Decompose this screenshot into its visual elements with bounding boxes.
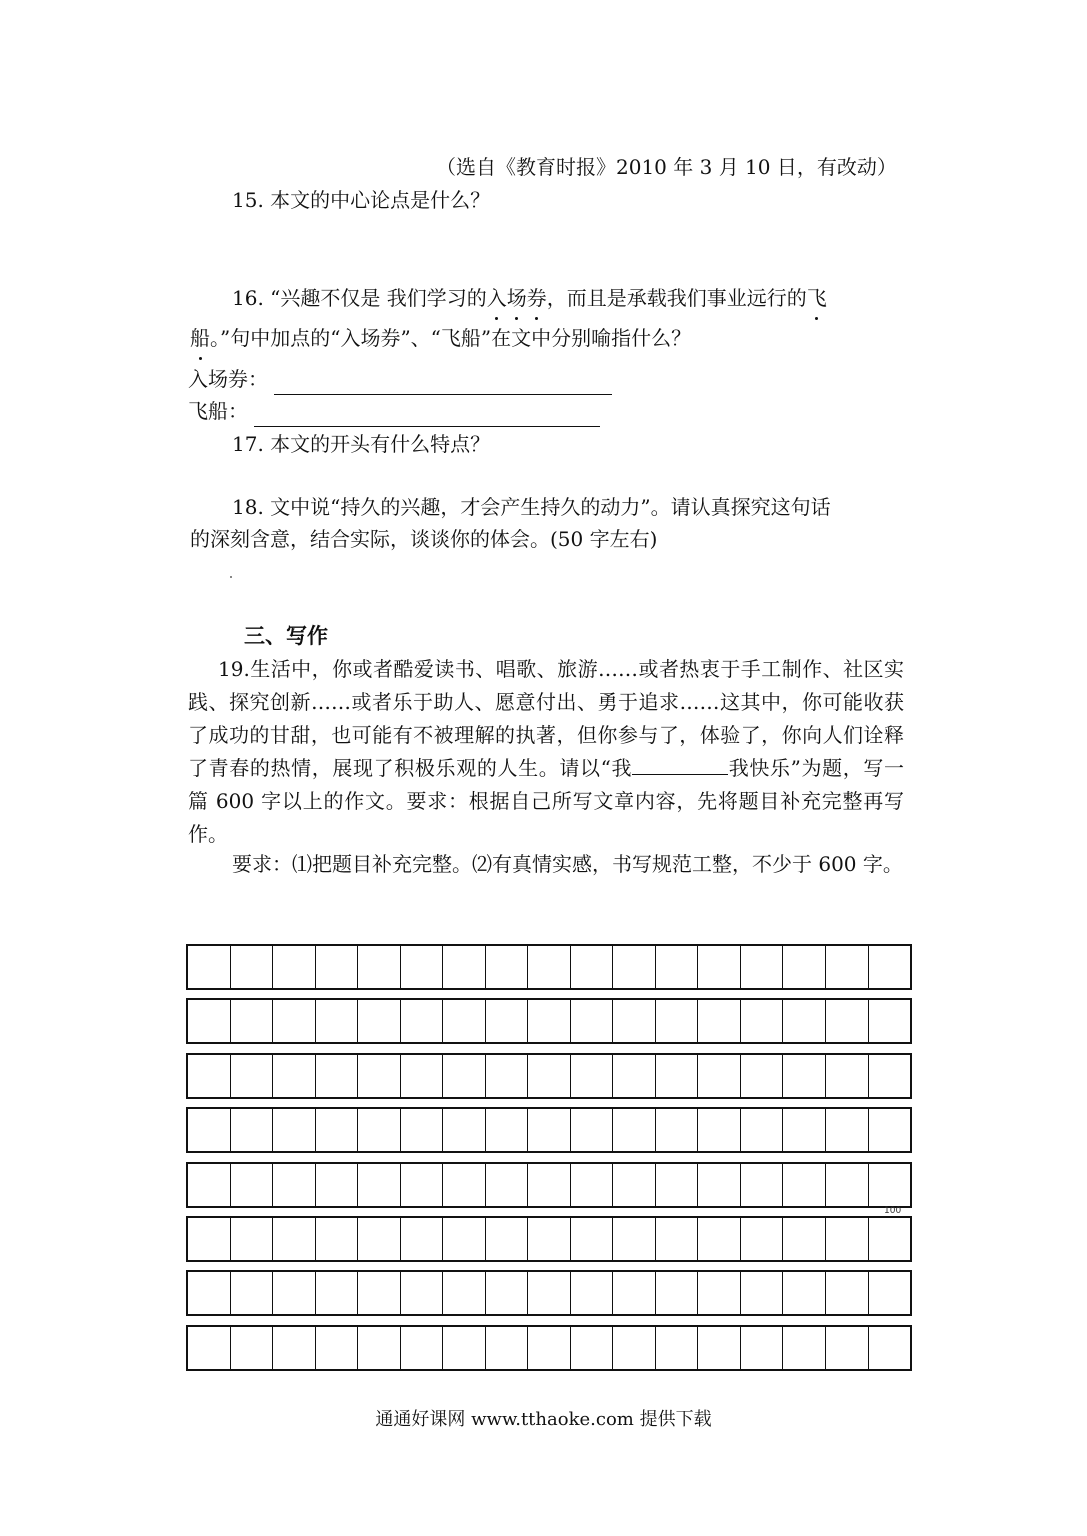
grid-cell[interactable] [698, 1164, 741, 1206]
grid-cell[interactable] [528, 1055, 571, 1097]
grid-cell[interactable] [401, 946, 444, 988]
grid-cell[interactable] [826, 1109, 869, 1151]
grid-row [186, 1107, 912, 1153]
answer-ticket-label: 入场券： [188, 367, 268, 391]
grid-cell[interactable] [188, 1327, 231, 1369]
question-15: 15. 本文的中心论点是什么？ [232, 188, 491, 212]
grid-cell[interactable] [316, 1327, 359, 1369]
grid-cell[interactable] [443, 1218, 486, 1260]
grid-cell[interactable] [188, 1000, 231, 1042]
grid-cell[interactable] [571, 1272, 614, 1314]
grid-cell[interactable] [698, 1109, 741, 1151]
grid-cell[interactable] [826, 1218, 869, 1260]
grid-cell[interactable] [443, 1327, 486, 1369]
grid-cell[interactable] [613, 946, 656, 988]
title-fill-blank[interactable] [632, 754, 728, 775]
grid-cell[interactable] [188, 1109, 231, 1151]
grid-cell[interactable] [826, 1000, 869, 1042]
dotted-word-ticket [487, 286, 547, 310]
question-19-part-1: 19.生活中，你或者酷爱读书、唱歌、旅游……或者热衷于手工制作、社区实践、探究创新……或者乐于助人、愿意付出、勇于追求……这其中，你可能收获了成功的甘甜，也可能有不被理解的执著，但你参与了，体验了，你向人们诠释了青春的热情，展现了积极乐观的人生。请以“我 [188, 657, 904, 780]
grid-cell[interactable] [741, 1000, 784, 1042]
grid-cell[interactable] [188, 1055, 231, 1097]
dotted-char: 入 [487, 282, 507, 314]
grid-cell[interactable] [273, 1055, 316, 1097]
grid-cell[interactable] [869, 946, 911, 988]
grid-cell[interactable] [316, 1218, 359, 1260]
grid-cell[interactable] [273, 1164, 316, 1206]
grid-cell[interactable] [698, 1055, 741, 1097]
question-16-text-c: 。”句中加点的“入场券”、“飞船”在文中分别喻指什么？ [210, 326, 692, 350]
grid-cell[interactable] [231, 1218, 274, 1260]
grid-cell[interactable] [231, 1272, 274, 1314]
grid-cell[interactable] [358, 1272, 401, 1314]
grid-cell[interactable] [698, 1218, 741, 1260]
grid-cell[interactable] [783, 1000, 826, 1042]
grid-cell[interactable] [741, 1272, 784, 1314]
grid-cell[interactable] [443, 1055, 486, 1097]
grid-cell[interactable] [826, 1164, 869, 1206]
grid-cell[interactable] [826, 1055, 869, 1097]
grid-cell[interactable] [571, 1327, 614, 1369]
grid-cell[interactable] [316, 1055, 359, 1097]
grid-row [186, 944, 912, 990]
grid-cell[interactable] [741, 946, 784, 988]
grid-cell[interactable] [741, 1327, 784, 1369]
grid-cell[interactable] [741, 1218, 784, 1260]
grid-row [186, 1053, 912, 1099]
grid-cell[interactable] [401, 1272, 444, 1314]
question-17: 17. 本文的开头有什么特点？ [232, 432, 491, 456]
grid-cell[interactable] [571, 1055, 614, 1097]
grid-cell[interactable] [783, 1109, 826, 1151]
grid-cell[interactable] [698, 946, 741, 988]
answer-ship-blank[interactable] [254, 404, 600, 427]
grid-cell[interactable] [698, 1327, 741, 1369]
grid-cell[interactable] [443, 1164, 486, 1206]
grid-cell[interactable] [783, 1327, 826, 1369]
grid-cell[interactable] [401, 1055, 444, 1097]
grid-cell[interactable] [273, 1109, 316, 1151]
grid-cell[interactable] [613, 1055, 656, 1097]
grid-cell[interactable] [358, 946, 401, 988]
grid-cell[interactable] [783, 1272, 826, 1314]
grid-cell[interactable] [826, 1327, 869, 1369]
grid-cell[interactable] [401, 1327, 444, 1369]
grid-cell[interactable] [613, 1164, 656, 1206]
question-16-text-a: 16. “兴趣不仅是 我们学习的 [232, 286, 487, 310]
grid-cell[interactable] [869, 1218, 911, 1260]
grid-cell[interactable] [869, 1055, 911, 1097]
grid-cell[interactable] [486, 1109, 529, 1151]
grid-cell[interactable] [231, 1000, 274, 1042]
grid-cell[interactable] [528, 1218, 571, 1260]
grid-cell[interactable] [443, 1000, 486, 1042]
grid-row [186, 1162, 912, 1208]
grid-cell[interactable] [231, 1055, 274, 1097]
grid-cell[interactable] [826, 1272, 869, 1314]
answer-ticket-blank[interactable] [274, 372, 612, 395]
section-3-title: 三、写作 [244, 624, 328, 648]
grid-cell[interactable] [571, 1164, 614, 1206]
grid-cell[interactable] [528, 1272, 571, 1314]
footer: 通通好课网 www.tthaoke.com 提供下载 [375, 1409, 712, 1430]
grid-cell[interactable] [528, 1000, 571, 1042]
grid-cell[interactable] [443, 946, 486, 988]
grid-cell[interactable] [443, 1109, 486, 1151]
grid-cell[interactable] [528, 1327, 571, 1369]
grid-cell[interactable] [656, 1327, 699, 1369]
grid-cell[interactable] [358, 1000, 401, 1042]
grid-cell[interactable] [571, 946, 614, 988]
question-19-part-2: 我快乐”为题，写一篇 600 字以上的作文。要求：根据自己所写文章内容，先将题目补充完整再写作。 [188, 756, 904, 846]
grid-cell[interactable] [656, 1218, 699, 1260]
source-note: （选自《教育时报》2010 年 3 月 10 日，有改动） [436, 155, 897, 179]
grid-cell[interactable] [528, 946, 571, 988]
grid-cell[interactable] [656, 946, 699, 988]
grid-cell[interactable] [358, 1327, 401, 1369]
grid-cell[interactable] [571, 1109, 614, 1151]
grid-cell[interactable] [613, 1272, 656, 1314]
grid-cell[interactable] [358, 1218, 401, 1260]
word-count-mark: 100 [884, 1206, 902, 1216]
question-19 [188, 653, 904, 851]
grid-cell[interactable] [486, 1327, 529, 1369]
grid-cell[interactable] [613, 1327, 656, 1369]
grid-cell[interactable] [656, 1272, 699, 1314]
grid-cell[interactable] [869, 1272, 911, 1314]
grid-cell[interactable] [231, 1109, 274, 1151]
requirements: 要求：⑴把题目补充完整。⑵有真情实感，书写规范工整，不少于 600 字。 [232, 852, 903, 876]
stray-dot [230, 576, 232, 578]
grid-cell[interactable] [273, 1218, 316, 1260]
question-16-line-1 [232, 282, 827, 314]
question-18-line-1: 18. 文中说“持久的兴趣，才会产生持久的动力”。请认真探究这句话 [232, 495, 831, 519]
grid-cell[interactable] [358, 1109, 401, 1151]
grid-cell[interactable] [401, 1218, 444, 1260]
grid-cell[interactable] [188, 1272, 231, 1314]
grid-cell[interactable] [528, 1109, 571, 1151]
grid-cell[interactable] [188, 1164, 231, 1206]
grid-cell[interactable] [486, 1000, 529, 1042]
grid-cell[interactable] [869, 1164, 911, 1206]
grid-cell[interactable] [316, 1000, 359, 1042]
question-16-line-2 [190, 322, 691, 354]
grid-cell[interactable] [783, 946, 826, 988]
grid-cell[interactable] [486, 1218, 529, 1260]
grid-cell[interactable] [571, 1218, 614, 1260]
grid-cell[interactable] [273, 1000, 316, 1042]
grid-cell[interactable] [273, 1327, 316, 1369]
grid-row [186, 998, 912, 1044]
grid-cell[interactable] [486, 1272, 529, 1314]
grid-cell[interactable] [316, 1272, 359, 1314]
grid-cell[interactable] [698, 1000, 741, 1042]
grid-cell[interactable] [656, 1164, 699, 1206]
dotted-char-fei: 飞 [807, 282, 827, 314]
grid-cell[interactable] [698, 1272, 741, 1314]
grid-cell[interactable] [316, 1164, 359, 1206]
grid-cell[interactable] [826, 946, 869, 988]
grid-cell[interactable] [486, 1055, 529, 1097]
grid-cell[interactable] [358, 1055, 401, 1097]
grid-cell[interactable] [656, 1000, 699, 1042]
grid-cell[interactable] [613, 1109, 656, 1151]
grid-cell[interactable] [401, 1000, 444, 1042]
grid-cell[interactable] [273, 946, 316, 988]
grid-cell[interactable] [231, 1327, 274, 1369]
grid-row [186, 1216, 912, 1262]
grid-cell[interactable] [741, 1109, 784, 1151]
answer-ticket [188, 363, 612, 395]
grid-cell[interactable] [869, 1327, 911, 1369]
grid-cell[interactable] [741, 1055, 784, 1097]
grid-cell[interactable] [188, 1218, 231, 1260]
question-16-text-b: ，而且是承载我们事业远行的 [546, 286, 807, 310]
dotted-char: 券 [527, 282, 547, 314]
answer-ship [188, 395, 600, 427]
grid-cell[interactable] [443, 1272, 486, 1314]
grid-cell[interactable] [869, 1109, 911, 1151]
grid-cell[interactable] [188, 946, 231, 988]
grid-cell[interactable] [741, 1164, 784, 1206]
grid-cell[interactable] [656, 1109, 699, 1151]
grid-cell[interactable] [571, 1000, 614, 1042]
grid-cell[interactable] [401, 1109, 444, 1151]
grid-cell[interactable] [486, 1164, 529, 1206]
grid-cell[interactable] [273, 1272, 316, 1314]
grid-cell[interactable] [528, 1164, 571, 1206]
grid-row [186, 1270, 912, 1316]
grid-cell[interactable] [613, 1218, 656, 1260]
answer-ship-label: 飞船： [188, 399, 248, 423]
grid-cell[interactable] [656, 1055, 699, 1097]
question-18-line-2: 的深刻含意，结合实际，谈谈你的体会。(50 字左右) [190, 527, 658, 551]
dotted-char-chuan: 船 [190, 322, 210, 354]
grid-cell[interactable] [231, 946, 274, 988]
grid-cell[interactable] [231, 1164, 274, 1206]
grid-cell[interactable] [358, 1164, 401, 1206]
grid-cell[interactable] [613, 1000, 656, 1042]
grid-row [186, 1325, 912, 1371]
grid-cell[interactable] [486, 946, 529, 988]
grid-cell[interactable] [401, 1164, 444, 1206]
grid-cell[interactable] [783, 1055, 826, 1097]
grid-cell[interactable] [316, 946, 359, 988]
grid-cell[interactable] [869, 1000, 911, 1042]
grid-cell[interactable] [316, 1109, 359, 1151]
grid-cell[interactable] [783, 1164, 826, 1206]
grid-cell[interactable] [783, 1218, 826, 1260]
dotted-char: 场 [507, 282, 527, 314]
